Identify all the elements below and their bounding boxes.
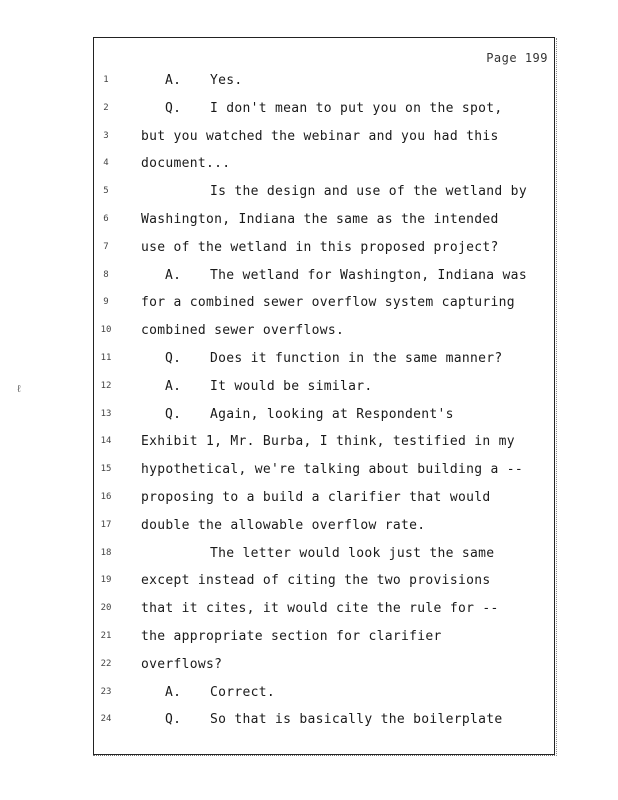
transcript-line (0, 266, 618, 288)
transcript-line (0, 683, 618, 705)
line-number: 10 (100, 325, 112, 336)
line-number: 13 (100, 408, 112, 419)
line-text (141, 629, 442, 644)
scan-mark: ℓ (16, 384, 23, 395)
speaker-label: Q. (165, 351, 182, 366)
transcript-line (0, 293, 618, 315)
line-number: 15 (100, 464, 112, 475)
line-text (165, 268, 527, 283)
line-text (141, 240, 499, 255)
testimony-text: Again, looking at Respondent's (210, 406, 454, 422)
transcript-line (0, 99, 618, 121)
testimony-text: overflows? (141, 656, 223, 672)
line-number: 6 (103, 214, 109, 224)
testimony-text: Exhibit 1, Mr. Burba, I think, testified in my (141, 434, 515, 450)
line-number: 2 (103, 102, 109, 113)
line-number: 19 (100, 575, 112, 586)
line-text (141, 601, 499, 616)
speaker-label: Q. (165, 406, 182, 422)
line-text (141, 212, 499, 227)
transcript-line (0, 238, 618, 260)
line-text (141, 573, 490, 588)
transcript-line (0, 349, 618, 371)
testimony-text: So that is basically the boilerplate (210, 712, 503, 728)
transcript-line (0, 377, 618, 399)
testimony-text: proposing to a build a clarifier that would (141, 490, 491, 505)
testimony-text: hypothetical, we're talking about building a -- (141, 462, 523, 478)
transcript-line (0, 599, 618, 621)
line-number: 9 (103, 297, 109, 308)
line-text (165, 685, 275, 700)
line-text (141, 295, 515, 310)
line-text (141, 657, 222, 672)
transcript-line (0, 655, 618, 677)
transcript-line (0, 154, 618, 176)
transcript-line (0, 71, 618, 93)
line-number: 18 (100, 547, 112, 558)
line-text (141, 490, 490, 505)
line-text (210, 184, 527, 199)
testimony-text: Is the design and use of the wetland by (210, 184, 527, 200)
transcript-line (0, 488, 618, 510)
line-text (141, 129, 499, 144)
line-number: 23 (100, 686, 112, 697)
line-number: 4 (103, 158, 109, 169)
line-number: 21 (100, 631, 112, 641)
testimony-text: The letter would look just the same (210, 545, 495, 561)
transcript-line (0, 571, 618, 593)
line-text (141, 462, 523, 477)
speaker-label: A. (165, 378, 182, 394)
testimony-text: combined sewer overflows. (141, 323, 345, 339)
testimony-text: It would be similar. (210, 378, 373, 394)
testimony-text: that it cites, it would cite the rule for -- (141, 601, 499, 617)
line-text (165, 712, 503, 727)
line-text (141, 156, 230, 171)
transcript-line (0, 210, 618, 232)
testimony-text: the appropriate section for clarifier (141, 629, 442, 644)
line-number: 16 (100, 492, 112, 502)
line-text (141, 518, 425, 533)
speaker-label: A. (165, 73, 182, 88)
line-number: 14 (100, 436, 112, 447)
testimony-text: but you watched the webinar and you had this (141, 128, 499, 144)
line-number: 8 (103, 269, 109, 280)
line-text (141, 434, 515, 449)
line-number: 20 (100, 603, 112, 614)
transcript-line (0, 710, 618, 732)
transcript-line (0, 321, 618, 343)
transcript-line (0, 405, 618, 427)
line-number: 1 (103, 75, 109, 85)
line-text (141, 323, 344, 338)
transcript-line (0, 627, 618, 649)
line-text (165, 101, 503, 116)
testimony-text: Does it function in the same manner? (210, 351, 503, 366)
transcript-line (0, 544, 618, 566)
line-number: 5 (103, 186, 109, 197)
line-text (165, 73, 243, 88)
testimony-text: document... (141, 156, 231, 172)
testimony-text: use of the wetland in this proposed project? (141, 239, 499, 255)
line-number: 12 (100, 380, 112, 391)
transcript-line (0, 516, 618, 538)
line-text (165, 379, 373, 394)
testimony-text: I don't mean to put you on the spot, (210, 100, 503, 116)
testimony-text: double the allowable overflow rate. (141, 517, 426, 533)
transcript-line (0, 182, 618, 204)
line-number: 7 (103, 241, 109, 252)
line-text (210, 546, 494, 561)
transcript-line (0, 127, 618, 149)
line-number: 24 (100, 714, 112, 725)
testimony-text: The wetland for Washington, Indiana was (210, 267, 527, 283)
line-text (165, 351, 503, 366)
page-bottom-edge (93, 755, 555, 761)
speaker-label: Q. (165, 100, 182, 116)
line-text (165, 407, 454, 422)
transcript-line (0, 460, 618, 482)
testimony-text: Washington, Indiana the same as the intended (141, 212, 499, 227)
testimony-text: Yes. (210, 73, 243, 88)
testimony-text: except instead of citing the two provisions (141, 573, 491, 589)
testimony-text: for a combined sewer overflow system capturing (141, 295, 515, 311)
line-number: 17 (100, 519, 112, 530)
line-number: 11 (100, 353, 112, 363)
line-number: 3 (103, 130, 109, 141)
page-number: Page 199 (486, 51, 548, 65)
line-number: 22 (100, 658, 112, 669)
testimony-text: Correct. (210, 684, 276, 700)
transcript-line (0, 432, 618, 454)
speaker-label: A. (165, 267, 182, 283)
speaker-label: Q. (165, 712, 182, 728)
speaker-label: A. (165, 684, 182, 700)
